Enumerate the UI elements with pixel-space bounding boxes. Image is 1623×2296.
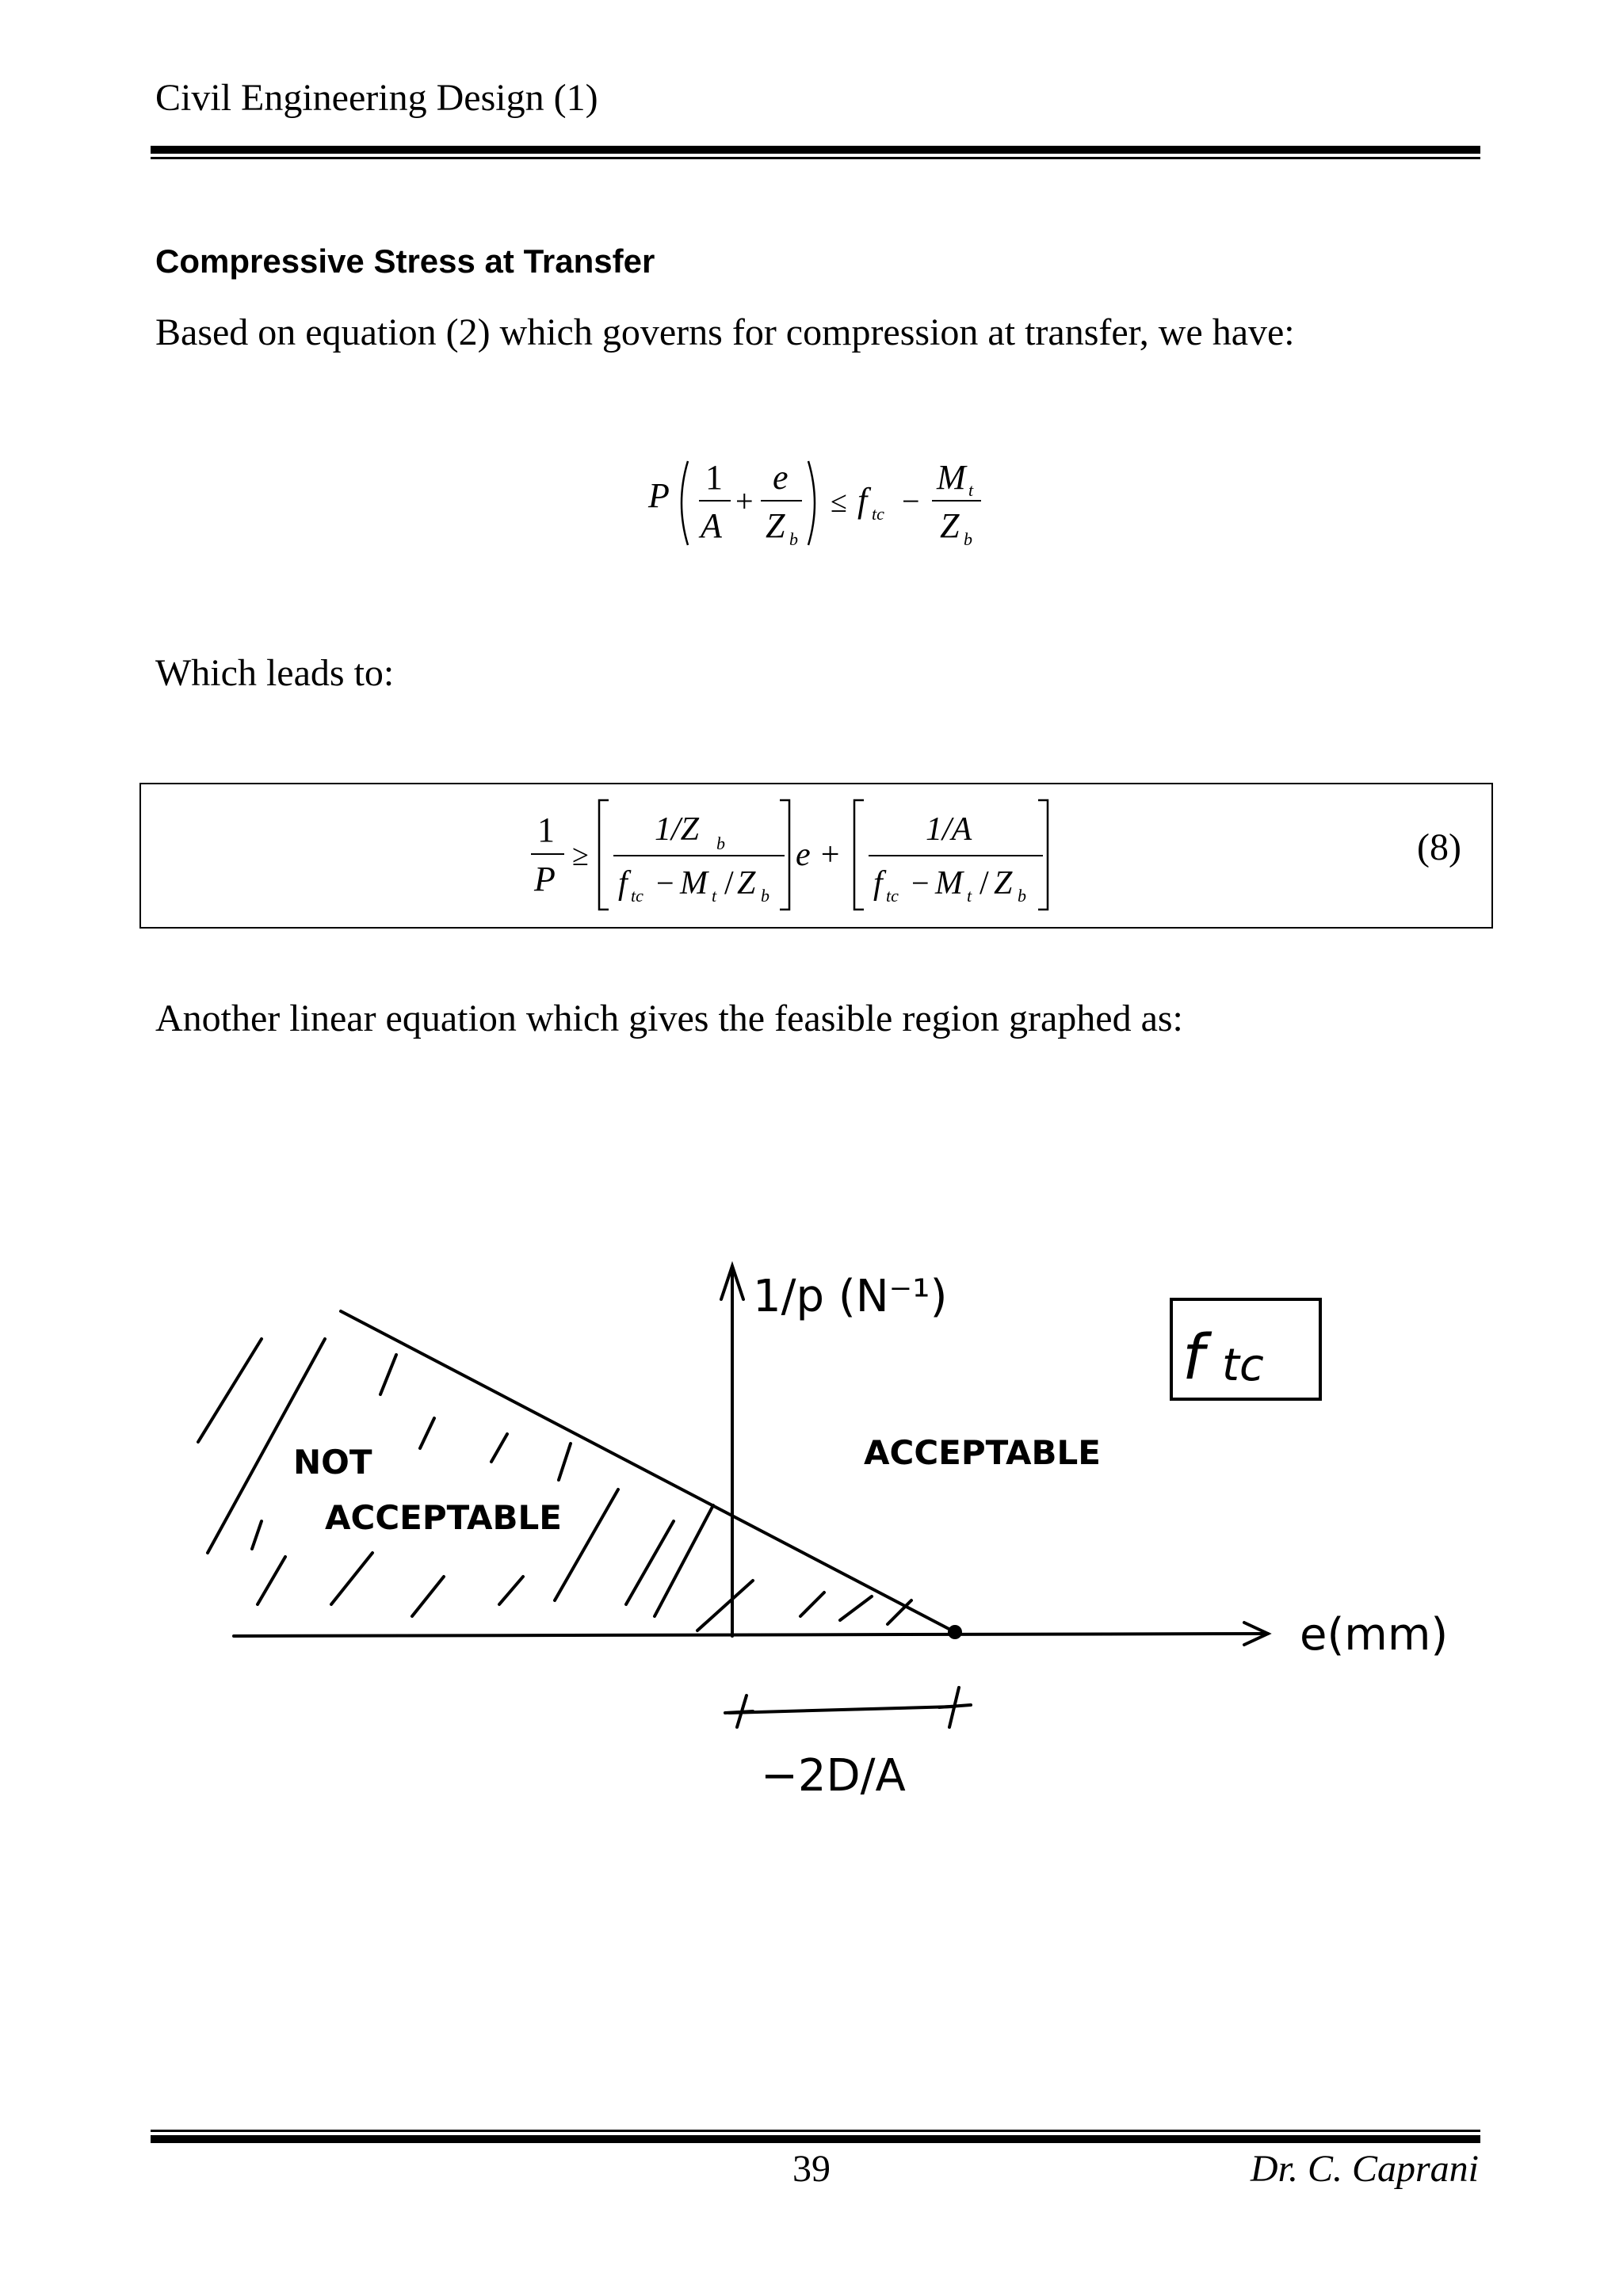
eq8-den2-M: M [935,865,963,902]
feasible-region-sketch [0,1188,1623,1822]
equation-8-box [139,783,1493,929]
eq1-tc: tc [872,504,884,524]
page-number: 39 [792,2148,831,2190]
boundary-line [341,1311,955,1632]
eq8-den1-b: b [761,886,769,906]
dimension-line [729,1707,955,1713]
not-label: NOT [293,1443,372,1482]
dimension-label: −2D/A [761,1750,906,1802]
eq1-b2: b [964,529,972,549]
intro-paragraph: Based on equation (2) which governs for compression at transfer, we have: [155,311,1295,353]
eq1-M: M [937,458,966,497]
boxed-label: f [1182,1322,1205,1394]
dimension-tick-left [725,1695,753,1727]
eq8-den1-tc: tc [631,886,643,906]
eq1-minus: − [902,483,920,519]
eq8-den2-slash: / [980,865,989,902]
x-axis [234,1634,1268,1636]
x-axis-label: e(mm) [1300,1609,1449,1661]
feasible-region-paragraph: Another linear equation which gives the feasible region graphed as: [155,997,1183,1039]
eq1-plus: + [735,483,754,519]
eq8-den1-f: f [618,865,628,902]
eq8-den2-t: t [967,886,972,906]
eq1-Z2: Z [940,506,960,545]
eq1-Z: Z [766,506,785,545]
dimension-tick-right [939,1688,971,1727]
section-heading: Compressive Stress at Transfer [155,242,655,280]
equation-number: (8) [1417,826,1461,868]
boxed-label-sub: tc [1222,1340,1264,1391]
eq1-b: b [789,529,798,549]
eq1-A: A [701,506,722,545]
footer-rule-thin [151,2130,1480,2132]
acceptable-label: ACCEPTABLE [864,1433,1101,1472]
equation-8 [529,791,1100,924]
eq8-den2-f: f [873,865,883,902]
eq8-den1-M: M [680,865,708,902]
header-rule-thin [151,157,1480,159]
eq8-one: 1 [537,810,555,849]
eq8-den2-b: b [1018,886,1026,906]
leads-to-text: Which leads to: [155,652,395,694]
eq8-P: P [534,860,556,898]
eq8-den2-minus: − [911,865,930,901]
eq8-den2-Z: Z [994,865,1013,902]
y-axis-label: 1/p (N⁻¹) [753,1271,948,1322]
hatching [198,1339,911,1630]
eq1-P: P [648,476,670,515]
boundary-intercept-point [948,1625,962,1639]
eq1-one: 1 [705,458,723,497]
eq8-num1: 1/Z [655,811,700,848]
eq8-den1-t: t [712,886,717,906]
header-rule-thick [151,146,1480,154]
eq1-le: ≤ [831,486,847,519]
eq1-t: t [968,480,974,500]
eq8-ge: ≥ [572,839,589,872]
eq8-den2-tc: tc [886,886,899,906]
not-acceptable-label: ACCEPTABLE [325,1498,562,1537]
eq8-den1-minus: − [656,865,674,901]
eq8-num2: 1/A [926,811,972,848]
footer-rule-thick [151,2135,1480,2143]
page-header-title: Civil Engineering Design (1) [155,77,598,119]
eq8-num1-b: b [716,833,725,853]
eq1-f: f [857,481,868,520]
footer-author: Dr. C. Caprani [1250,2148,1479,2190]
eq8-den1-slash: / [724,865,734,902]
eq1-e: e [773,458,789,497]
eq8-den1-Z: Z [737,865,756,902]
eq8-e-plus: e + [796,837,842,873]
equation-transfer-inequality [634,444,999,563]
